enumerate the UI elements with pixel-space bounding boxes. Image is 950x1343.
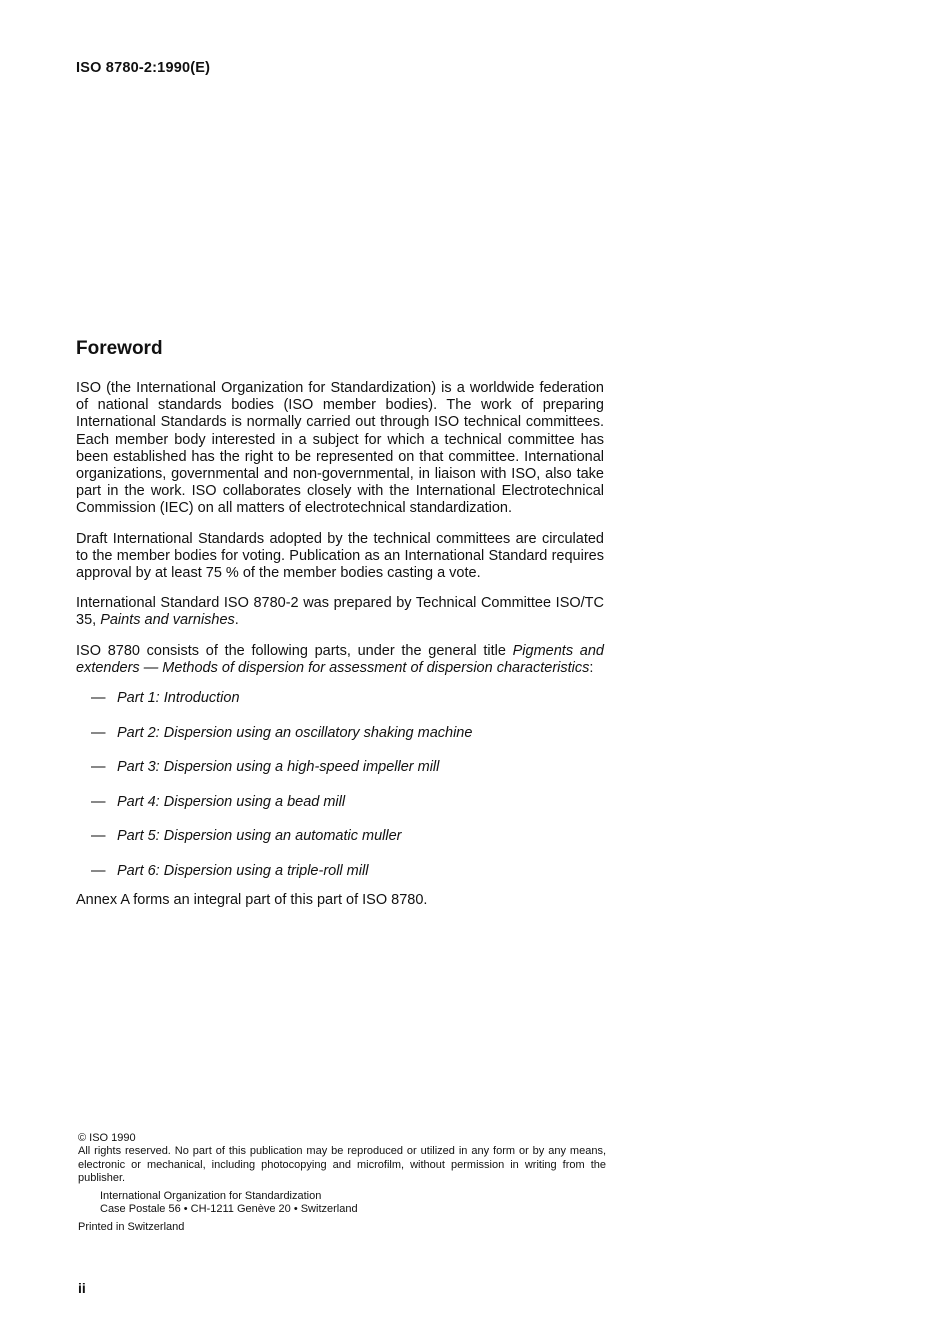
page-number: ii [78,1280,86,1296]
copyright-block [78,1132,606,1235]
parts-list [76,690,604,898]
document-header: ISO 8780-2:1990(E) [76,60,211,76]
publisher-address [78,1190,606,1217]
list-item [91,759,604,794]
prepared-prefix: International Standard ISO 8780-2 was prepared by Technical Committee ISO/TC 35, [76,595,604,629]
annex-note: Annex A forms an integral part of this part of ISO 8780. [76,891,428,908]
list-item [91,725,604,760]
list-dash: — [91,828,106,845]
prepared-suffix: . [234,612,239,629]
committee-title: Paints and varnishes [100,612,235,629]
list-item [91,828,604,863]
part-label: Part 1: [117,690,160,707]
part-title: Dispersion using a bead mill [163,793,346,810]
copyright-notice: © ISO 1990 [78,1132,136,1144]
part-title: Introduction [163,690,240,707]
list-dash: — [91,690,106,707]
series-title: Pigments and extenders — Methods of dispersion for assessment of dispersion characteristics [76,642,604,676]
paragraph-prepared [76,595,604,629]
part-label: Part 3: [117,759,160,776]
list-dash: — [91,724,106,741]
list-item [91,690,604,725]
printed-in: Printed in Switzerland [78,1221,185,1234]
foreword-body [76,380,604,922]
part-label: Part 5: [117,828,160,845]
part-title: Dispersion using an automatic muller [163,828,402,845]
part-label: Part 2: [117,724,160,741]
part-title: Dispersion using a high-speed impeller mill [163,759,440,776]
postal-address: Case Postale 56 • CH-1211 Genève 20 • Switzerland [100,1203,358,1216]
rights-statement: All rights reserved. No part of this publication may be reproduced or utilized in any form or by any means, electronic or mechanical, including photocopying and microfilm, without permission in writing from the publisher. [78,1145,606,1185]
series-suffix: : [589,659,594,676]
list-dash: — [91,759,106,776]
publisher-name: International Organization for Standardization [100,1189,322,1202]
part-label: Part 6: [117,863,160,880]
paragraph-draft: Draft International Standards adopted by the technical committees are circulated to the member bodies for voting. Publication as an International Standard requires approval by at least 75 % of the member bodies casting a vote. [76,530,604,582]
series-prefix: ISO 8780 consists of the following parts, under the general title [76,642,513,659]
paragraph-iso: ISO (the International Organization for Standardization) is a worldwide federation of national standards bodies (ISO member bodies). The work of preparing International Standards is normally carried out through ISO technical committees. Each member body interested in a subject for which a technical committee has been established has the right to be represented on that committee. International organizations, governmental and non-governmental, in liaison with ISO, also take part in the work. ISO collaborates closely with the International Electrotechnical Commission (IEC) on all matters of electrotechnical standardization. [76,380,604,517]
section-title: Foreword [76,338,163,359]
part-title: Dispersion using a triple-roll mill [163,863,369,880]
part-label: Part 4: [117,793,160,810]
list-dash: — [91,863,106,880]
paragraph-series [76,643,604,677]
list-dash: — [91,793,106,810]
part-title: Dispersion using an oscillatory shaking machine [163,724,473,741]
list-item [91,794,604,829]
